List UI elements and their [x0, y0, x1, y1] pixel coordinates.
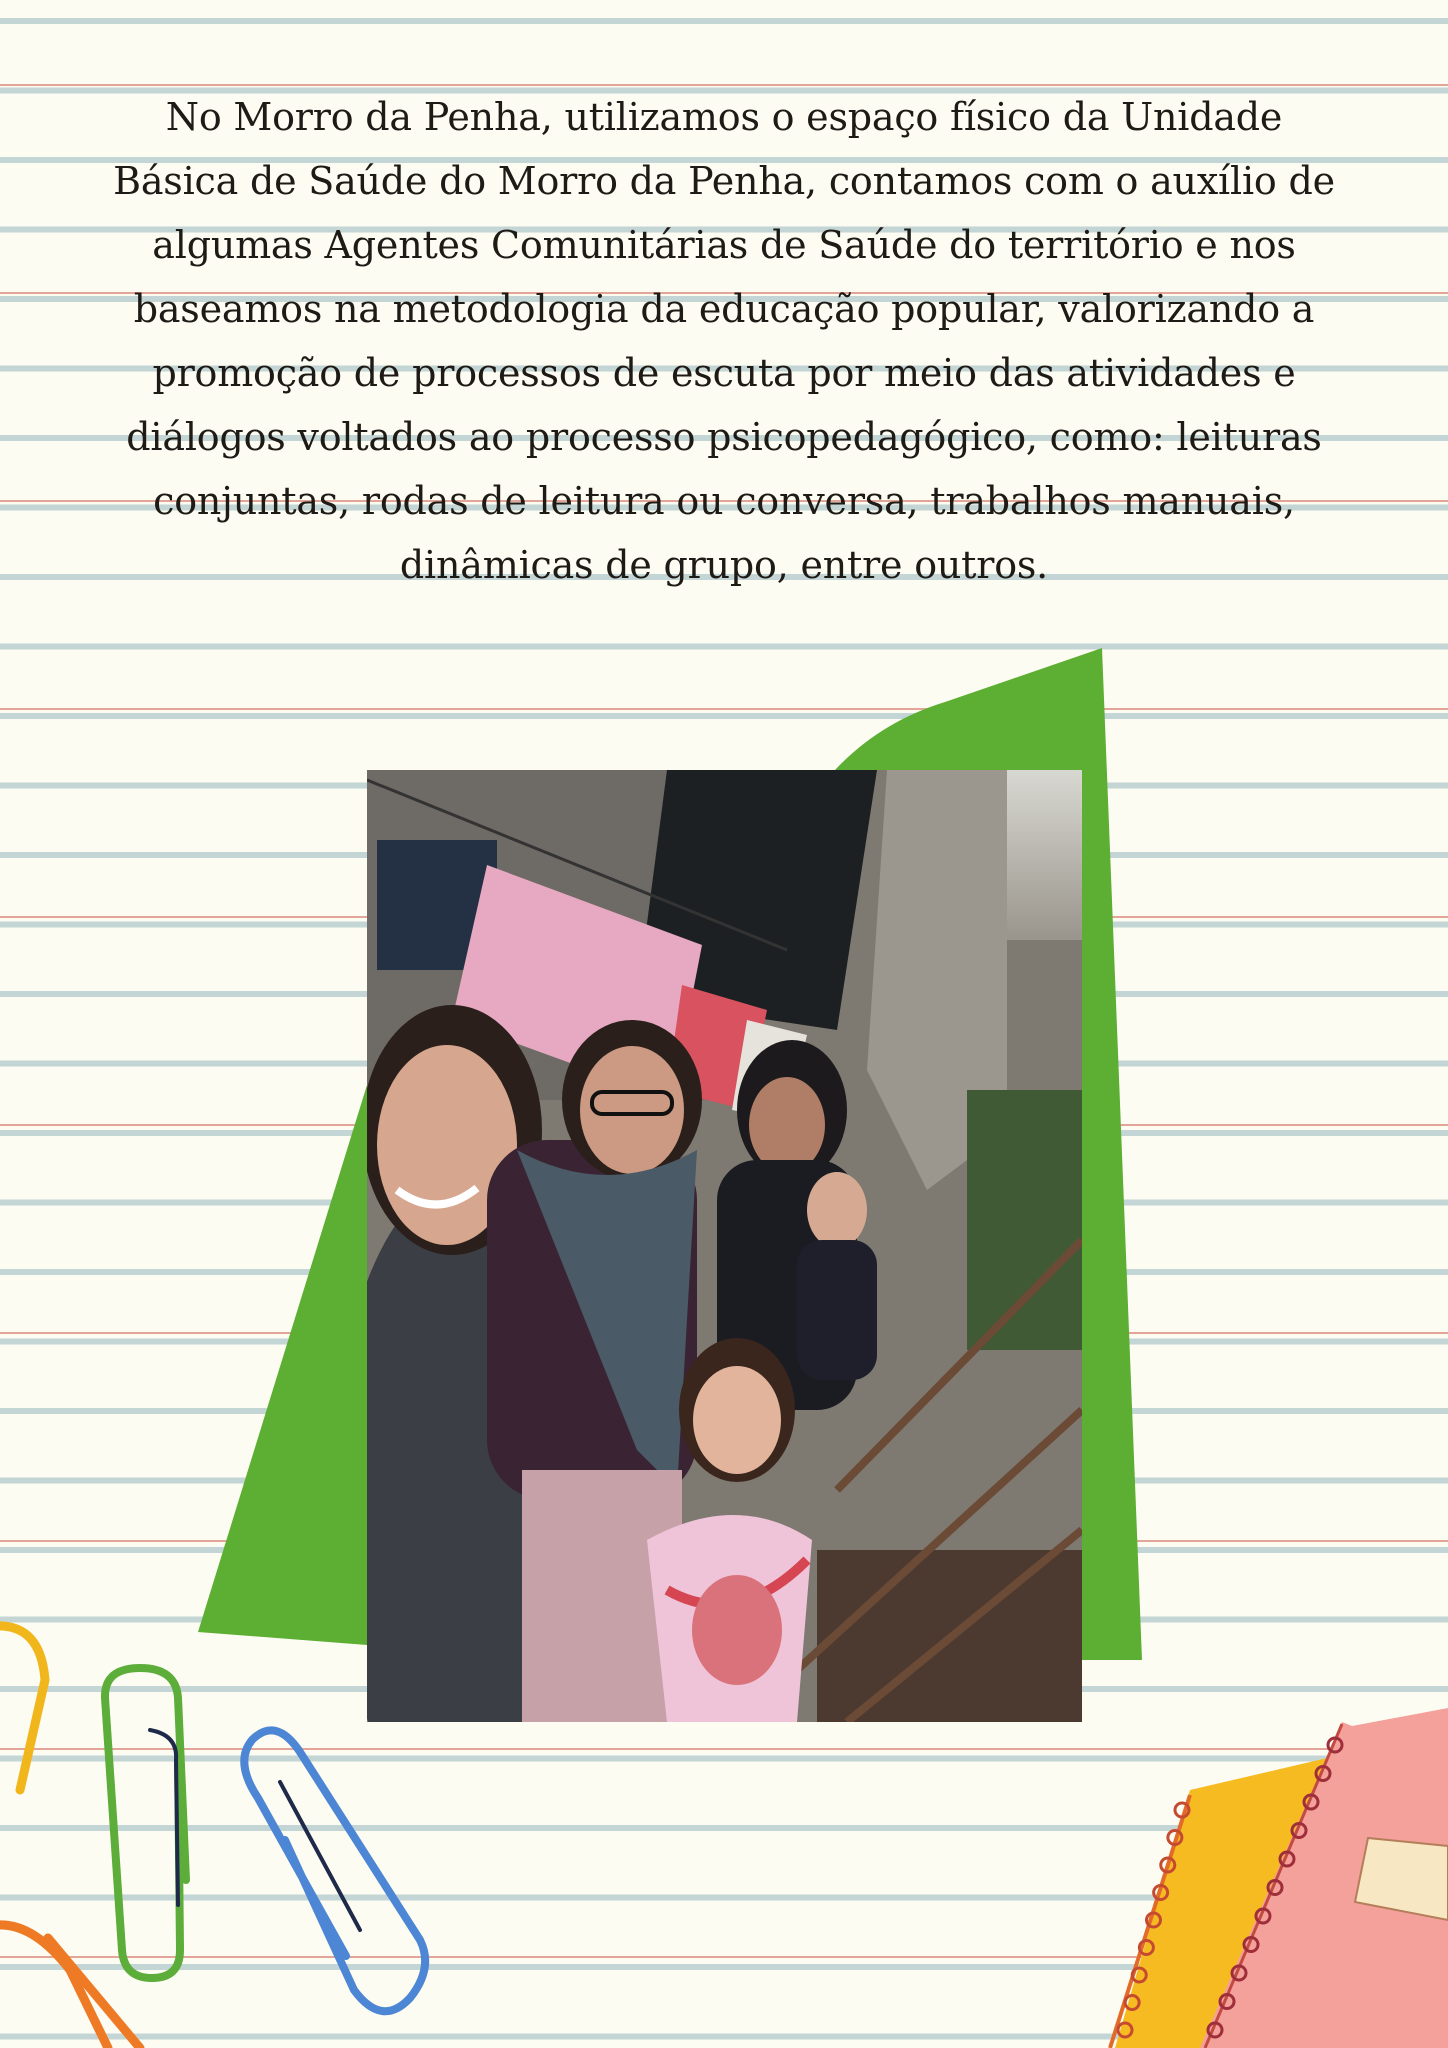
paragraph-line-1: No Morro da Penha, utilizamos o espaço físico da Unidade [165, 95, 1283, 139]
paragraph-line-3: algumas Agentes Comunitárias de Saúde do território e nos [152, 223, 1296, 267]
paperclip-icon [0, 1626, 45, 1790]
paragraph-line-7: conjuntas, rodas de leitura ou conversa, trabalhos manuais, [153, 479, 1295, 523]
paragraph-line-6: diálogos voltados ao processo psicopedagógico, como: leituras [126, 415, 1322, 459]
paragraph-line-4: baseamos na metodologia da educação popular, valorizando a [133, 287, 1315, 331]
paperclip-icon [105, 1668, 186, 1978]
photo-sky [1007, 770, 1082, 940]
paragraph-line-2: Básica de Saúde do Morro da Penha, contamos com o auxílio de [113, 159, 1335, 203]
green-backdrop-shape [198, 1085, 367, 1645]
group-selfie-photo [367, 770, 1082, 1722]
paragraph-line-5: promoção de processos de escuta por meio das atividades e [152, 351, 1296, 395]
paragraph-line-8: dinâmicas de grupo, entre outros. [399, 543, 1049, 587]
paperclip-icon [244, 1730, 425, 2011]
photo-trees [967, 1090, 1082, 1350]
